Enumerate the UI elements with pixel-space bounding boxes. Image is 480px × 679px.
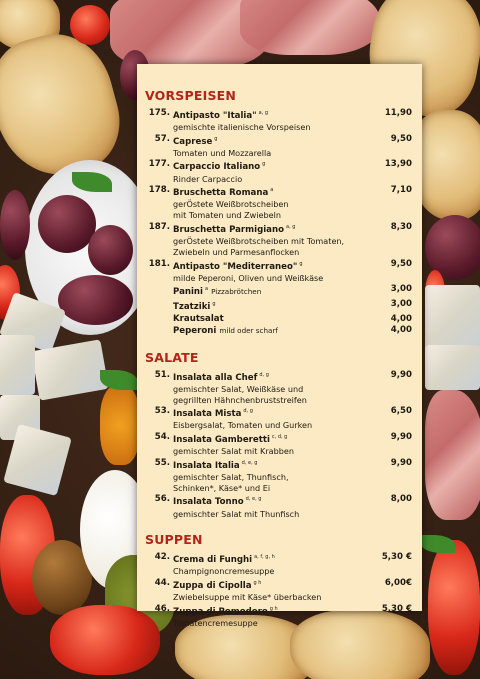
item-name: Insalata Gamberetti — [173, 434, 270, 445]
allergen-codes: g h — [253, 579, 262, 586]
item-description: gemischter Salat mit Krabben — [173, 446, 295, 457]
section-suppen — [145, 532, 412, 630]
item-description: gerÖstete Weißbrotscheiben mit Tomaten, Zwiebeln und Parmesanflocken — [173, 236, 345, 258]
menu-card — [137, 64, 422, 629]
item-body — [173, 370, 368, 406]
item-number: 44. — [154, 577, 170, 588]
item-description: milde Peperoni, Oliven und Weißkäse — [173, 272, 324, 283]
item-title-line — [173, 108, 368, 122]
item-inline-description: mild oder scharf — [219, 326, 278, 336]
item-price: 6,00€ — [384, 577, 412, 588]
item-price: 3,00 — [390, 284, 412, 295]
item-title-line — [173, 578, 368, 592]
item-title-line — [173, 159, 368, 173]
allergen-codes: a — [270, 187, 274, 194]
item-name: Crema di Funghi — [173, 554, 253, 565]
allergen-codes: a, g — [258, 110, 269, 116]
section-salate — [145, 350, 412, 520]
item-price: 5,30 € — [381, 551, 412, 562]
item-description: Eisbergsalat, Tomaten und Gurken — [173, 420, 313, 431]
item-name: Antipasto "Mediterraneo" — [173, 261, 298, 272]
menu-item — [145, 299, 412, 313]
item-title-line — [173, 604, 368, 618]
item-name: Carpaccio Italiano — [173, 162, 261, 173]
item-description: Tomaten und Mozzarella — [173, 147, 272, 158]
item-title-line — [173, 222, 368, 236]
item-body — [173, 222, 368, 258]
menu-item — [145, 552, 412, 577]
allergen-codes: d, e, g — [245, 496, 262, 503]
menu-item — [145, 406, 412, 431]
item-number: 51. — [154, 369, 170, 380]
item-description: Rinder Carpaccio — [173, 173, 243, 184]
item-description: gerÖstete Weißbrotscheiben mit Tomaten und Zwiebeln — [173, 199, 289, 221]
menu-item — [145, 185, 412, 221]
item-body — [173, 299, 368, 313]
item-body — [173, 134, 368, 159]
item-number: 42. — [154, 551, 170, 562]
item-price: 13,90 — [384, 159, 412, 170]
item-number: 175. — [148, 108, 170, 118]
item-name: Insalata Tonno — [173, 497, 244, 508]
item-name: Zuppa di Pomodoro — [173, 606, 268, 617]
item-price: 9,90 — [390, 431, 412, 442]
item-number: 55. — [154, 457, 170, 468]
allergen-codes: a — [205, 286, 209, 293]
menu-item-list — [145, 552, 412, 630]
item-body — [173, 314, 368, 325]
section-vorspeisen — [145, 88, 412, 338]
item-title-line — [173, 314, 368, 325]
allergen-codes: g — [214, 135, 218, 142]
item-name: Tzatziki — [173, 301, 211, 312]
allergen-codes: a, g — [286, 223, 296, 230]
item-price: 9,90 — [390, 457, 412, 468]
menu-item — [145, 578, 412, 603]
item-title-line — [173, 259, 368, 273]
item-body — [173, 185, 368, 221]
item-body — [173, 494, 368, 519]
item-price: 4,00 — [390, 313, 412, 324]
item-body — [173, 432, 368, 457]
item-name: Insalata Mista — [173, 409, 242, 420]
menu-item — [145, 259, 412, 284]
item-body — [173, 159, 368, 184]
item-name: Bruschetta Romana — [173, 188, 269, 199]
menu-item-list — [145, 370, 412, 520]
item-title-line — [173, 284, 368, 298]
item-body — [173, 406, 368, 431]
item-body — [173, 578, 368, 603]
menu-item — [145, 604, 412, 629]
item-body — [173, 284, 368, 298]
item-price: 5,30 € — [381, 603, 412, 614]
item-title-line — [173, 134, 368, 148]
menu-item-list — [145, 108, 412, 338]
menu-item — [145, 284, 412, 298]
item-number: 54. — [154, 431, 170, 442]
item-title-line — [173, 458, 368, 472]
menu-item — [145, 314, 412, 325]
item-description: Champignoncremesuppe — [173, 565, 275, 576]
item-price: 4,00 — [390, 325, 412, 336]
item-number: 177. — [148, 159, 170, 170]
menu-item — [145, 325, 412, 337]
menu-item — [145, 134, 412, 159]
item-number: 178. — [148, 185, 170, 196]
item-title-line — [173, 494, 368, 508]
allergen-codes: c, d, g — [271, 433, 288, 440]
section-title: SUPPEN — [145, 531, 203, 547]
item-name: Insalata alla Chef — [173, 372, 258, 383]
item-name: Bruschetta Parmigiano — [173, 224, 284, 235]
item-price: 8,00 — [390, 494, 412, 505]
allergen-codes: g — [262, 161, 266, 168]
allergen-codes: g h — [269, 605, 278, 612]
item-title-line — [173, 432, 368, 446]
allergen-codes: a, f, g, h — [254, 553, 275, 560]
item-description: Tomatencremesuppe — [173, 618, 258, 629]
item-price: 8,30 — [390, 221, 412, 232]
menu-item — [145, 494, 412, 519]
item-inline-description: Pizzabrötchen — [211, 287, 262, 297]
item-price: 6,50 — [390, 406, 412, 417]
item-number: 187. — [148, 221, 170, 232]
item-body — [173, 458, 368, 494]
item-body — [173, 604, 368, 629]
item-name: Zuppa di Cipolla — [173, 580, 252, 591]
item-name: Caprese — [173, 136, 213, 147]
item-name: Peperoni — [173, 326, 217, 337]
menu-item — [145, 370, 412, 406]
section-title: SALATE — [145, 349, 199, 365]
menu-item — [145, 108, 412, 133]
menu-item — [145, 432, 412, 457]
item-name: Krautsalat — [173, 313, 224, 324]
section-title: VORSPEISEN — [145, 88, 237, 103]
item-number: 53. — [154, 406, 170, 417]
item-description: gemischte italienische Vorspeisen — [173, 122, 311, 133]
item-name: Antipasto "Italia" — [173, 111, 257, 121]
allergen-codes: g — [212, 300, 216, 307]
allergen-codes: g — [299, 260, 303, 267]
item-title-line — [173, 325, 368, 337]
item-price: 9,50 — [390, 258, 412, 269]
item-description: Zwiebelsuppe mit Käse* überbacken — [173, 591, 322, 602]
allergen-codes: d, e, g — [241, 459, 258, 466]
item-price: 11,90 — [384, 108, 412, 118]
item-title-line — [173, 552, 368, 566]
item-number: 57. — [154, 133, 170, 144]
item-body — [173, 552, 368, 577]
allergen-codes: d, g — [243, 408, 253, 415]
item-name: Panini — [173, 287, 203, 298]
item-description: gemischter Salat, Weißkäse und gegrillten Hähnchenbruststreifen — [173, 383, 307, 405]
item-name: Insalata Italia — [173, 460, 240, 471]
item-price: 9,50 — [390, 133, 412, 144]
item-number: 56. — [154, 494, 170, 505]
item-description: gemischter Salat, Thunfisch, Schinken*, Käse* und Ei — [173, 471, 289, 493]
item-body — [173, 325, 368, 337]
item-number: 181. — [148, 258, 170, 269]
item-title-line — [173, 185, 368, 199]
item-title-line — [173, 370, 368, 384]
item-description: gemischter Salat mit Thunfisch — [173, 508, 300, 519]
item-title-line — [173, 299, 368, 313]
item-body — [173, 108, 368, 133]
item-title-line — [173, 406, 368, 420]
item-price: 3,00 — [390, 298, 412, 309]
item-price: 7,10 — [390, 185, 412, 196]
item-body — [173, 259, 368, 284]
item-price: 9,90 — [390, 369, 412, 380]
item-number: 46. — [154, 603, 170, 614]
menu-item — [145, 458, 412, 494]
allergen-codes: d, g — [259, 371, 269, 378]
menu-item — [145, 159, 412, 184]
menu-item — [145, 222, 412, 258]
